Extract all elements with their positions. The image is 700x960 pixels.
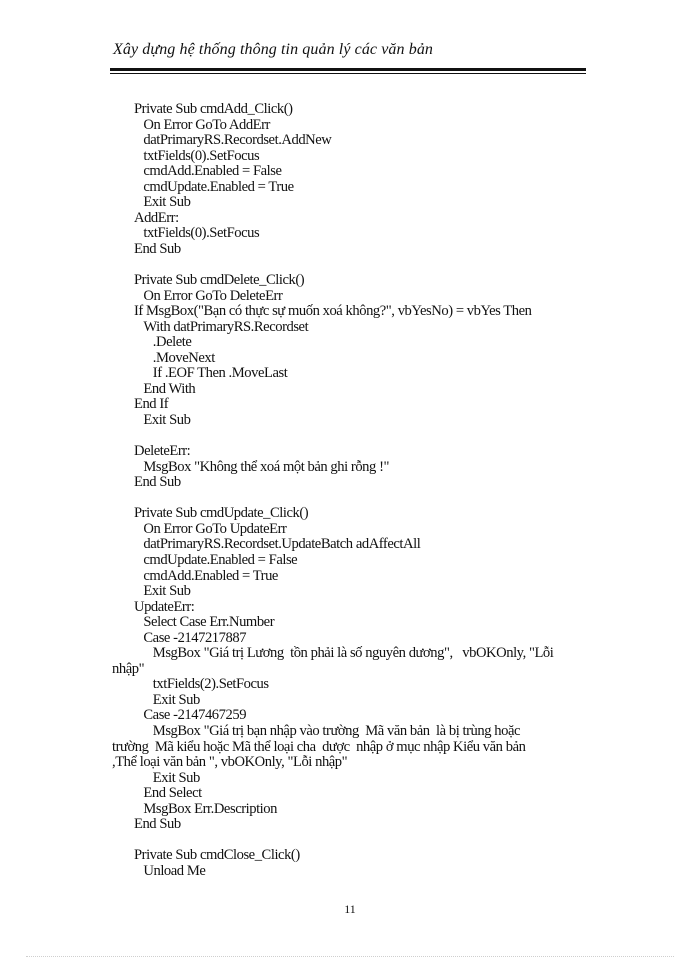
code-line: AddErr: [134,209,179,226]
code-line: cmdUpdate.Enabled = True [143,178,294,195]
code-line: End With [143,380,196,397]
code-line: trường Mã kiểu hoặc Mã thể loại cha dược nhập ở mục nhập Kiểu văn bản [112,738,526,755]
code-line: If MsgBox("Bạn có thực sự muốn xoá không?", vbYesNo) = vbYes Then [134,303,532,320]
code-line: End If [134,396,169,413]
code-line: datPrimaryRS.Recordset.AddNew [143,132,332,149]
code-line: MsgBox "Không thể xoá một bản ghi rỗng !" [143,458,389,475]
code-line: On Error GoTo UpdateErr [143,520,287,537]
code-line: Private Sub cmdClose_Click() [134,847,300,864]
code-line: Exit Sub [143,194,191,211]
code-line: Exit Sub [143,412,191,428]
code-line: If .EOF Then .MoveLast [152,365,288,382]
page-number: 11 [344,902,356,916]
code-line: End Sub [134,474,181,491]
code-line: DeleteErr: [134,443,191,460]
code-line: Case -2147467259 [143,707,247,724]
code-line: End Select [143,785,202,802]
code-line: MsgBox "Giá trị Lương tồn phải là số nguyên dương", vbOKOnly, "Lỗi [152,645,554,662]
header-rule-thin [110,73,586,74]
code-line: Select Case Err.Number [143,614,275,631]
code-line: ,Thể loại văn bản ", vbOKOnly, "Lỗi nhập" [112,754,348,771]
code-line: UpdateErr: [134,598,195,615]
code-line: End Sub [134,816,181,833]
code-line: cmdAdd.Enabled = False [143,163,282,180]
code-line: cmdUpdate.Enabled = False [143,551,298,568]
code-line: txtFields(0).SetFocus [143,147,260,164]
code-line: End Sub [134,240,181,257]
page-bottom-rule [26,956,674,957]
code-line: .Delete [152,334,192,351]
code-line: On Error GoTo DeleteErr [143,287,283,304]
code-line: Exit Sub [143,583,191,600]
code-line: On Error GoTo AddErr [143,116,270,133]
code-line: txtFields(2).SetFocus [152,676,269,693]
code-line: cmdAdd.Enabled = True [143,567,278,584]
code-line: datPrimaryRS.Recordset.UpdateBatch adAffectAll [143,536,421,553]
code-line: MsgBox Err.Description [143,800,277,817]
code-line: Exit Sub [152,691,200,708]
code-line: Private Sub cmdUpdate_Click() [134,505,309,522]
code-line: Unload Me [143,862,206,879]
code-line: Private Sub cmdDelete_Click() [134,272,305,289]
page-header-title: Xây dựng hệ thống thông tin quản lý các văn bản [113,41,434,58]
code-line: Private Sub cmdAdd_Click() [134,101,293,117]
code-line: Exit Sub [152,769,200,786]
code-line: MsgBox "Giá trị bạn nhập vào trường Mã văn bản là bị trùng hoặc [152,723,521,739]
code-line: nhập" [112,660,145,677]
header-rule-thick [110,68,586,71]
code-line: With datPrimaryRS.Recordset [143,318,309,335]
code-line: .MoveNext [152,349,215,366]
code-line: Case -2147217887 [143,629,247,646]
code-line: txtFields(0).SetFocus [143,225,260,242]
